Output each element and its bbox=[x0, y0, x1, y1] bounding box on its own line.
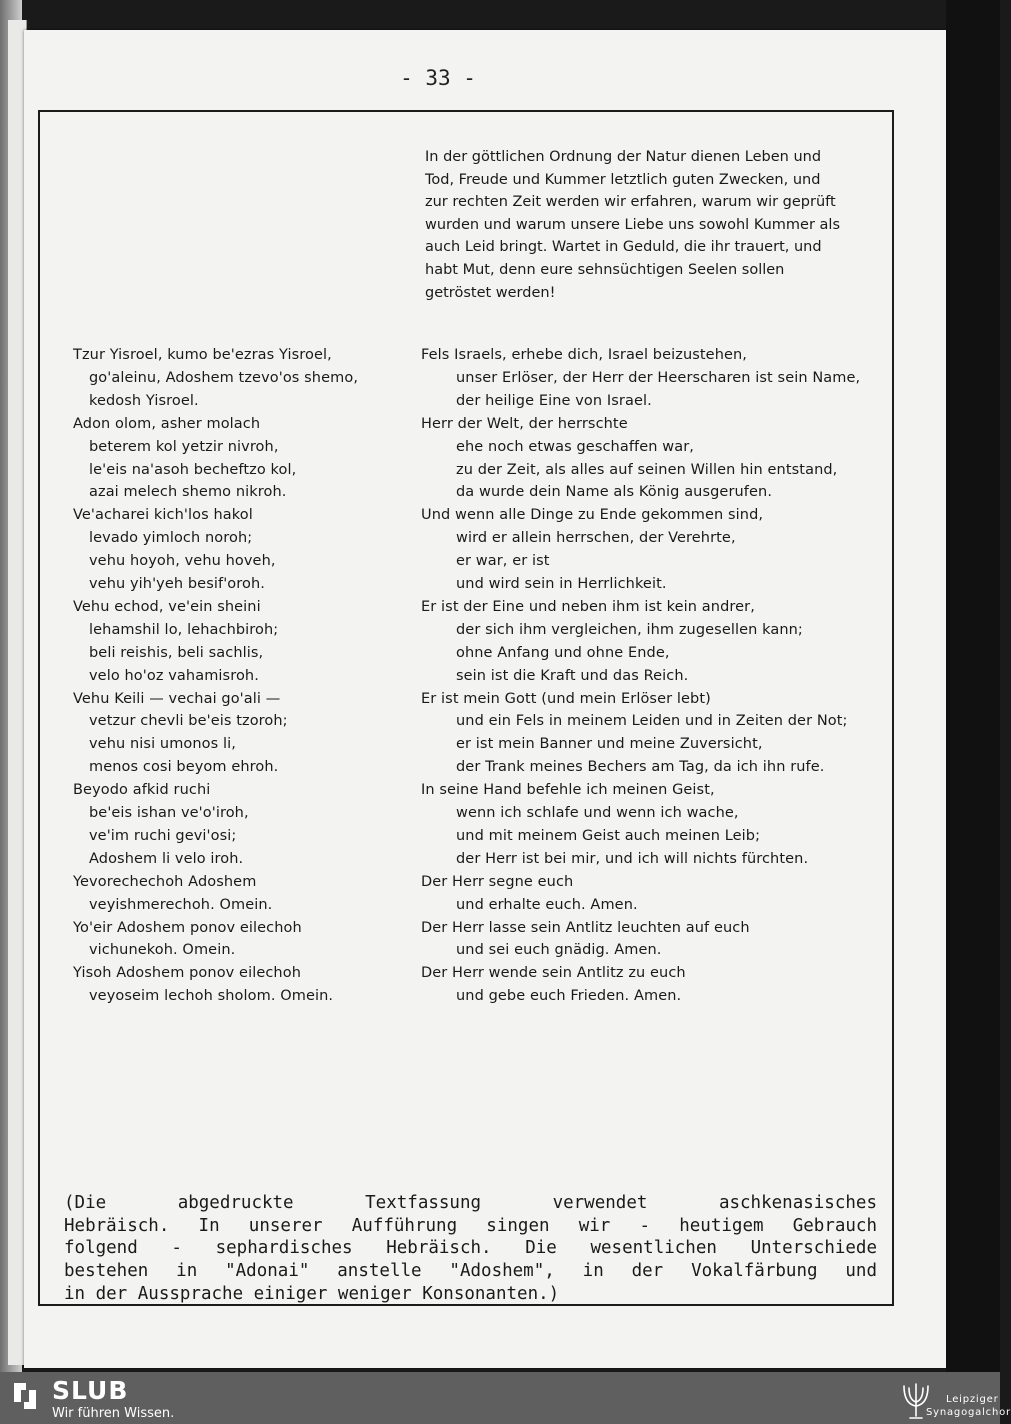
intro-line: wurden und warum unsere Liebe uns sowohl Kummer als bbox=[425, 216, 841, 233]
hebrew-line: vehu yih'yeh besif'oroh. bbox=[89, 576, 265, 592]
hebrew-line: Beyodo afkid ruchi bbox=[73, 782, 211, 799]
partner-name-line2: Synagogalchor bbox=[926, 1407, 1011, 1418]
intro-line: getröstet werden! bbox=[425, 284, 556, 301]
footnote-line: folgend - sephardisches Hebräisch. Die wesentlichen Unterschiede bbox=[64, 1238, 877, 1259]
hebrew-line: kedosh Yisroel. bbox=[89, 392, 199, 409]
hebrew-line: menos cosi beyom ehroh. bbox=[89, 759, 279, 776]
german-line: Er ist der Eine und neben ihm ist kein andrer, bbox=[421, 598, 755, 615]
hebrew-line: veyishmerechoh. Omein. bbox=[89, 896, 273, 913]
hebrew-line: Adon olom, asher molach bbox=[73, 415, 261, 432]
intro-line: Tod, Freude und Kummer letztlich guten Zwecken, und bbox=[425, 171, 821, 188]
slub-brand[interactable]: SLUB bbox=[52, 1376, 129, 1405]
hebrew-line: be'eis ishan ve'o'iroh, bbox=[89, 805, 249, 821]
intro-line: auch Leid bringt. Wartet in Geduld, die ihr trauert, und bbox=[425, 239, 822, 256]
intro-line: habt Mut, denn eure sehnsüchtigen Seelen sollen bbox=[425, 261, 785, 278]
hebrew-line: beli reishis, beli sachlis, bbox=[89, 644, 264, 661]
hebrew-line: lehamshil lo, lehachbiroh; bbox=[89, 621, 279, 638]
german-line: er war, er ist bbox=[456, 553, 550, 570]
slub-logo-icon[interactable] bbox=[12, 1381, 38, 1411]
german-line: der sich ihm vergleichen, ihm zugesellen kann; bbox=[456, 621, 803, 638]
german-line: sein ist die Kraft und das Reich. bbox=[456, 667, 689, 684]
german-line: Der Herr wende sein Antlitz zu euch bbox=[421, 965, 686, 982]
german-line: und gebe euch Frieden. Amen. bbox=[456, 988, 682, 1005]
hebrew-line: Adoshem li velo iroh. bbox=[89, 850, 244, 867]
slub-tagline: Wir führen Wissen. bbox=[52, 1406, 175, 1421]
german-line: Der Herr segne euch bbox=[421, 873, 574, 890]
hebrew-line: levado yimloch noroh; bbox=[89, 530, 253, 547]
german-line: der heilige Eine von Israel. bbox=[456, 392, 652, 409]
german-line: und mit meinem Geist auch meinen Leib; bbox=[456, 827, 761, 844]
hebrew-line: ve'im ruchi gevi'osi; bbox=[89, 827, 237, 844]
german-line: da wurde dein Name als König ausgerufen. bbox=[456, 484, 773, 501]
hebrew-line: azai melech shemo nikroh. bbox=[89, 484, 287, 501]
german-line: Und wenn alle Dinge zu Ende gekommen sind, bbox=[421, 507, 764, 524]
hebrew-line: veyoseim lechoh sholom. Omein. bbox=[89, 988, 334, 1005]
german-line: wenn ich schlafe und wenn ich wache, bbox=[456, 805, 739, 821]
german-line: ohne Anfang und ohne Ende, bbox=[456, 644, 670, 661]
german-line: und ein Fels in meinem Leiden und in Zeiten der Not; bbox=[456, 713, 848, 730]
background-right bbox=[946, 0, 1000, 1372]
hebrew-line: beterem kol yetzir nivroh, bbox=[89, 438, 279, 455]
german-line: unser Erlöser, der Herr der Heerscharen ist sein Name, bbox=[456, 369, 861, 386]
hebrew-line: Yevorechechoh Adoshem bbox=[73, 873, 257, 890]
hebrew-line: Vehu Keili — vechai go'ali — bbox=[73, 690, 281, 707]
hebrew-line: le'eis na'asoh becheftzo kol, bbox=[89, 461, 297, 478]
hebrew-line: go'aleinu, Adoshem tzevo'os shemo, bbox=[89, 369, 359, 386]
footnote-line: Hebräisch. In unserer Aufführung singen wir - heutigem Gebrauch bbox=[64, 1215, 877, 1236]
footnote-line: in der Aussprache einiger weniger Konsonanten.) bbox=[64, 1283, 560, 1304]
german-line: Fels Israels, erhebe dich, Israel beizustehen, bbox=[421, 347, 748, 363]
footnote-line: (Die abgedruckte Textfassung verwendet aschkenasisches bbox=[64, 1193, 877, 1213]
german-line: Herr der Welt, der herrschte bbox=[421, 415, 628, 432]
german-line: und sei euch gnädig. Amen. bbox=[456, 942, 662, 959]
hebrew-line: Yo'eir Adoshem ponov eilechoh bbox=[73, 919, 302, 936]
german-line: der Trank meines Bechers am Tag, da ich ihn rufe. bbox=[456, 759, 825, 776]
intro-line: zur rechten Zeit werden wir erfahren, warum wir geprüft bbox=[425, 194, 836, 211]
hebrew-line: Tzur Yisroel, kumo be'ezras Yisroel, bbox=[73, 347, 332, 363]
german-line: Er ist mein Gott (und mein Erlöser lebt) bbox=[421, 690, 711, 707]
german-line: und erhalte euch. Amen. bbox=[456, 896, 638, 913]
footnote-line: bestehen in "Adonai" anstelle "Adoshem", in der Vokalfärbung und bbox=[64, 1261, 877, 1282]
hebrew-line: vehu nisi umonos li, bbox=[89, 736, 236, 753]
footnote bbox=[64, 1192, 877, 1306]
partner-name-line1: Leipziger bbox=[946, 1394, 999, 1405]
hebrew-line: velo ho'oz vahamisroh. bbox=[89, 667, 259, 684]
hebrew-line: vichunekoh. Omein. bbox=[89, 942, 236, 959]
german-line: In seine Hand befehle ich meinen Geist, bbox=[421, 782, 715, 799]
german-line: und wird sein in Herrlichkeit. bbox=[456, 576, 667, 592]
german-line: zu der Zeit, als alles auf seinen Willen hin entstand, bbox=[456, 461, 838, 478]
hebrew-line: Yisoh Adoshem ponov eilechoh bbox=[73, 965, 301, 982]
intro-paragraph bbox=[425, 146, 880, 304]
page-number: - 33 - bbox=[400, 66, 476, 90]
hebrew-line: vetzur chevli be'eis tzoroh; bbox=[89, 713, 288, 730]
hebrew-line: vehu hoyoh, vehu hoveh, bbox=[89, 553, 276, 570]
german-line: er ist mein Banner und meine Zuversicht, bbox=[456, 736, 763, 753]
german-line: wird er allein herrschen, der Verehrte, bbox=[456, 530, 736, 547]
german-line: Der Herr lasse sein Antlitz leuchten auf euch bbox=[421, 919, 750, 936]
intro-line: In der göttlichen Ordnung der Natur dienen Leben und bbox=[425, 149, 822, 165]
hebrew-line: Ve'acharei kich'los hakol bbox=[73, 507, 253, 524]
hebrew-line: Vehu echod, ve'ein sheini bbox=[73, 598, 261, 615]
german-line: ehe noch etwas geschaffen war, bbox=[456, 438, 694, 455]
german-line: der Herr ist bei mir, und ich will nichts fürchten. bbox=[456, 850, 809, 867]
